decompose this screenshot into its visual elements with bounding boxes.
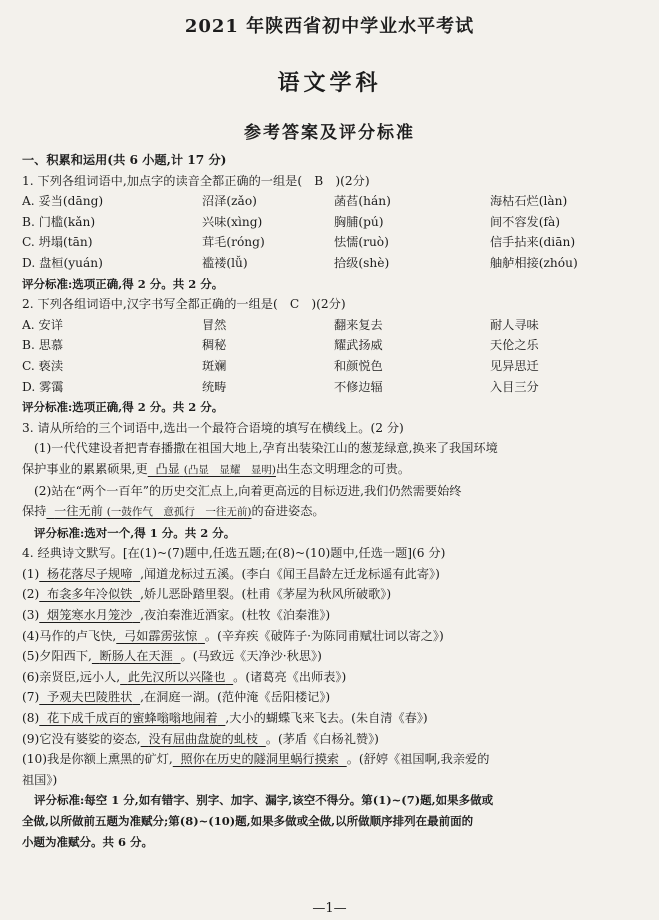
option-cell: 沼泽(zǎo) — [202, 194, 257, 209]
question-4-stem: 4. 经典诗文默写。[在(1)~(7)题中,任选五题;在(8)~(10)题中,任选一题](6 分) — [22, 546, 446, 561]
question-3-stem: 3. 请从所给的三个词语中,选出一个最符合语境的填写在横线上。(2 分) — [22, 420, 404, 435]
text-segment: (10)我是你额上熏黑的矿灯, — [22, 752, 173, 767]
option-cell: A. 妥当(dāng) — [22, 194, 104, 209]
text-segment: 保护事业的累累硕果,更 — [22, 461, 148, 476]
question-4-item-10-cont: 祖国》) — [22, 772, 58, 787]
answer-fill — [46, 504, 251, 518]
question-2-option-a — [22, 315, 642, 336]
question-2-option-c — [22, 356, 642, 377]
answer-fill — [39, 690, 140, 704]
option-cell: B. 门槛(kǎn) — [22, 214, 96, 229]
text-segment: (1) — [22, 566, 40, 581]
option-cell: 耐人寻味 — [490, 317, 539, 332]
text-segment: 。(茅盾《白杨礼赞》) — [265, 731, 379, 746]
question-3-part-2: (2)站在“两个一百年”的历史交汇点上,向着更高远的目标迈进,我们仍然需要始终 — [34, 483, 462, 498]
option-cell: 稠秘 — [202, 338, 227, 353]
question-4-scoring-1: 评分标准:每空 1 分,如有错字、别字、加字、漏字,该空不得分。第(1)~(7)题,如果多做或 — [34, 793, 494, 808]
question-4-items — [22, 564, 642, 749]
option-cell: 茸毛(róng) — [202, 235, 265, 250]
answer-fill — [173, 752, 347, 766]
question-2-option-d — [22, 377, 642, 398]
question-4-scoring-3: 小题为准赋分。共 6 分。 — [22, 834, 154, 849]
option-cell: 见异思迁 — [490, 358, 539, 373]
content-body — [22, 150, 642, 852]
question-4-item-10 — [22, 749, 642, 770]
question-2-scoring: 评分标准:选项正确,得 2 分。共 2 分。 — [22, 400, 224, 415]
text-segment: ,夜泊秦淮近酒家。(杜牧《泊秦淮》) — [140, 608, 331, 623]
question-1-scoring: 评分标准:选项正确,得 2 分。共 2 分。 — [22, 276, 224, 291]
answer-text: 杨花落尽子规啼 — [47, 566, 133, 581]
option-cell: 天伦之乐 — [490, 338, 539, 353]
question-4-item — [22, 667, 642, 688]
text-segment: ,在洞庭一湖。(范仲淹《岳阳楼记》) — [140, 690, 331, 705]
option-cell: 斑斓 — [202, 358, 227, 373]
option-cell: 冒然 — [202, 317, 227, 332]
option-cell: 耀武扬威 — [334, 338, 383, 353]
question-1-option-d — [22, 253, 642, 274]
answer-text: 一往无前 — [54, 504, 103, 519]
option-cell: 褴褛(lǚ) — [202, 255, 248, 270]
document-title: 参考答案及评分标准 — [244, 123, 415, 143]
option-cell: 和颜悦色 — [334, 358, 383, 373]
question-1-option-b — [22, 212, 642, 233]
answer-fill — [116, 629, 205, 643]
answer-text: 断肠人在天涯 — [99, 649, 173, 664]
answer-fill — [120, 670, 233, 684]
options-text: (一鼓作气 意孤行 一往无前) — [106, 506, 252, 519]
question-3-part-2-cont — [22, 501, 642, 523]
text-segment: 保持 — [22, 504, 47, 519]
question-1-option-a — [22, 191, 642, 212]
option-cell: 入目三分 — [490, 379, 539, 394]
options-text: (凸显 显耀 显明) — [183, 463, 276, 476]
option-cell: 统畴 — [202, 379, 227, 394]
option-cell: B. 思慕 — [22, 338, 64, 353]
question-4-item — [22, 729, 642, 750]
question-4-item — [22, 646, 642, 667]
option-cell: A. 安详 — [22, 317, 63, 332]
answer-text: 烟笼寒水月笼沙 — [47, 608, 133, 623]
text-segment: (7) — [22, 690, 40, 705]
option-cell: 海枯石烂(làn) — [490, 194, 568, 209]
text-segment: (9)它没有婆娑的姿态, — [22, 731, 141, 746]
answer-fill — [92, 649, 181, 663]
question-2-stem: 2. 下列各组词语中,汉字书写全都正确的一组是( C )(2分) — [22, 297, 346, 312]
text-segment: ,娇儿恶卧踏里裂。(杜甫《茅屋为秋风所破歌》) — [140, 587, 392, 602]
option-cell: 不修边辐 — [334, 379, 383, 394]
page-number: —1— — [312, 901, 347, 916]
option-cell: C. 坍塌(tān) — [22, 235, 93, 250]
text-segment: (6)亲贤臣,远小人, — [22, 669, 121, 684]
answer-fill — [148, 462, 276, 476]
text-segment: (8) — [22, 711, 40, 726]
question-4-item — [22, 708, 642, 729]
text-segment: 。(舒婷《祖国啊,我亲爱的 — [346, 752, 490, 767]
exam-title: 2021 年陕西省初中学业水平考试 — [184, 16, 475, 37]
answer-fill — [39, 711, 225, 725]
option-cell: 菡萏(hán) — [334, 194, 391, 209]
answer-text: 花下成千成百的蜜蜂嗡嗡地闹着 — [47, 711, 218, 726]
question-3-part-1-cont — [22, 459, 642, 481]
text-segment: ,大小的蝴蝶飞来飞去。(朱自清《春》) — [225, 711, 428, 726]
answer-text: 凸显 — [155, 461, 180, 476]
option-cell: 翻来复去 — [334, 317, 383, 332]
subject-title: 语文学科 — [277, 70, 382, 96]
answer-fill — [39, 567, 140, 581]
question-2-option-b — [22, 335, 642, 356]
answer-text: 此先汉所以兴隆也 — [127, 669, 226, 684]
answer-fill — [141, 732, 266, 746]
question-3-part-1: (1)一代代建设者把青春播撒在祖国大地上,孕育出装染江山的葱茏绿意,换来了我国环境 — [34, 441, 498, 456]
question-4-item — [22, 626, 642, 647]
section-heading: 一、积累和运用(共 6 小题,计 17 分) — [22, 153, 227, 167]
answer-text: 布衾多年冷似铁 — [47, 587, 133, 602]
text-segment: 。(辛弃疾《破阵子·为陈同甫赋壮词以寄之》) — [204, 628, 444, 643]
text-segment: (5)夕阳西下, — [22, 649, 92, 664]
option-cell: 舳舻相接(zhóu) — [490, 255, 578, 270]
answer-text: 没有屈曲盘旋的虬枝 — [148, 731, 259, 746]
answer-text: 予观夫巴陵胜状 — [47, 690, 133, 705]
option-cell: 胸脯(pú) — [334, 214, 384, 229]
text-segment: 出生态文明理念的可贵。 — [275, 461, 411, 476]
answer-fill — [39, 587, 140, 601]
text-segment: (2) — [22, 587, 40, 602]
option-cell: 间不容发(fà) — [490, 214, 561, 229]
option-cell: 怯懦(ruò) — [334, 235, 389, 250]
text-segment: (4)马作的卢飞快, — [22, 628, 117, 643]
question-4-item — [22, 605, 642, 626]
option-cell: 兴味(xìng) — [202, 214, 263, 229]
question-1-option-c — [22, 232, 642, 253]
option-cell: D. 盘桓(yuán) — [22, 255, 103, 270]
question-4-item — [22, 564, 642, 585]
text-segment: 。(诸葛亮《出师表》) — [233, 669, 347, 684]
option-cell: 拾级(shè) — [334, 255, 390, 270]
question-4-scoring-2: 全做,以所做前五题为准赋分;第(8)~(10)题,如果多做或全做,以所做顺序排列在最前面的 — [22, 814, 474, 828]
text-segment: 。(马致远《天净沙·秋思》) — [180, 649, 322, 664]
answer-text: 照你在历史的隧洞里蜗行摸索 — [180, 752, 339, 767]
answer-text: 弓如霹雳弦惊 — [124, 628, 198, 643]
question-4-item — [22, 687, 642, 708]
question-1-stem: 1. 下列各组词语中,加点字的读音全都正确的一组是( B )(2分) — [22, 173, 370, 188]
option-cell: C. 亵渎 — [22, 358, 64, 373]
question-4-item — [22, 584, 642, 605]
text-segment: ,闻道龙标过五溪。(李白《闻王昌龄左迁龙标遥有此寄》) — [140, 566, 440, 581]
option-cell: 信手拈来(diān) — [490, 235, 576, 250]
text-segment: 的奋进姿态。 — [251, 504, 325, 519]
answer-fill — [39, 608, 140, 622]
question-3-scoring: 评分标准:选对一个,得 1 分。共 2 分。 — [34, 525, 236, 540]
text-segment: (3) — [22, 608, 40, 623]
option-cell: D. 雾霭 — [22, 379, 64, 394]
